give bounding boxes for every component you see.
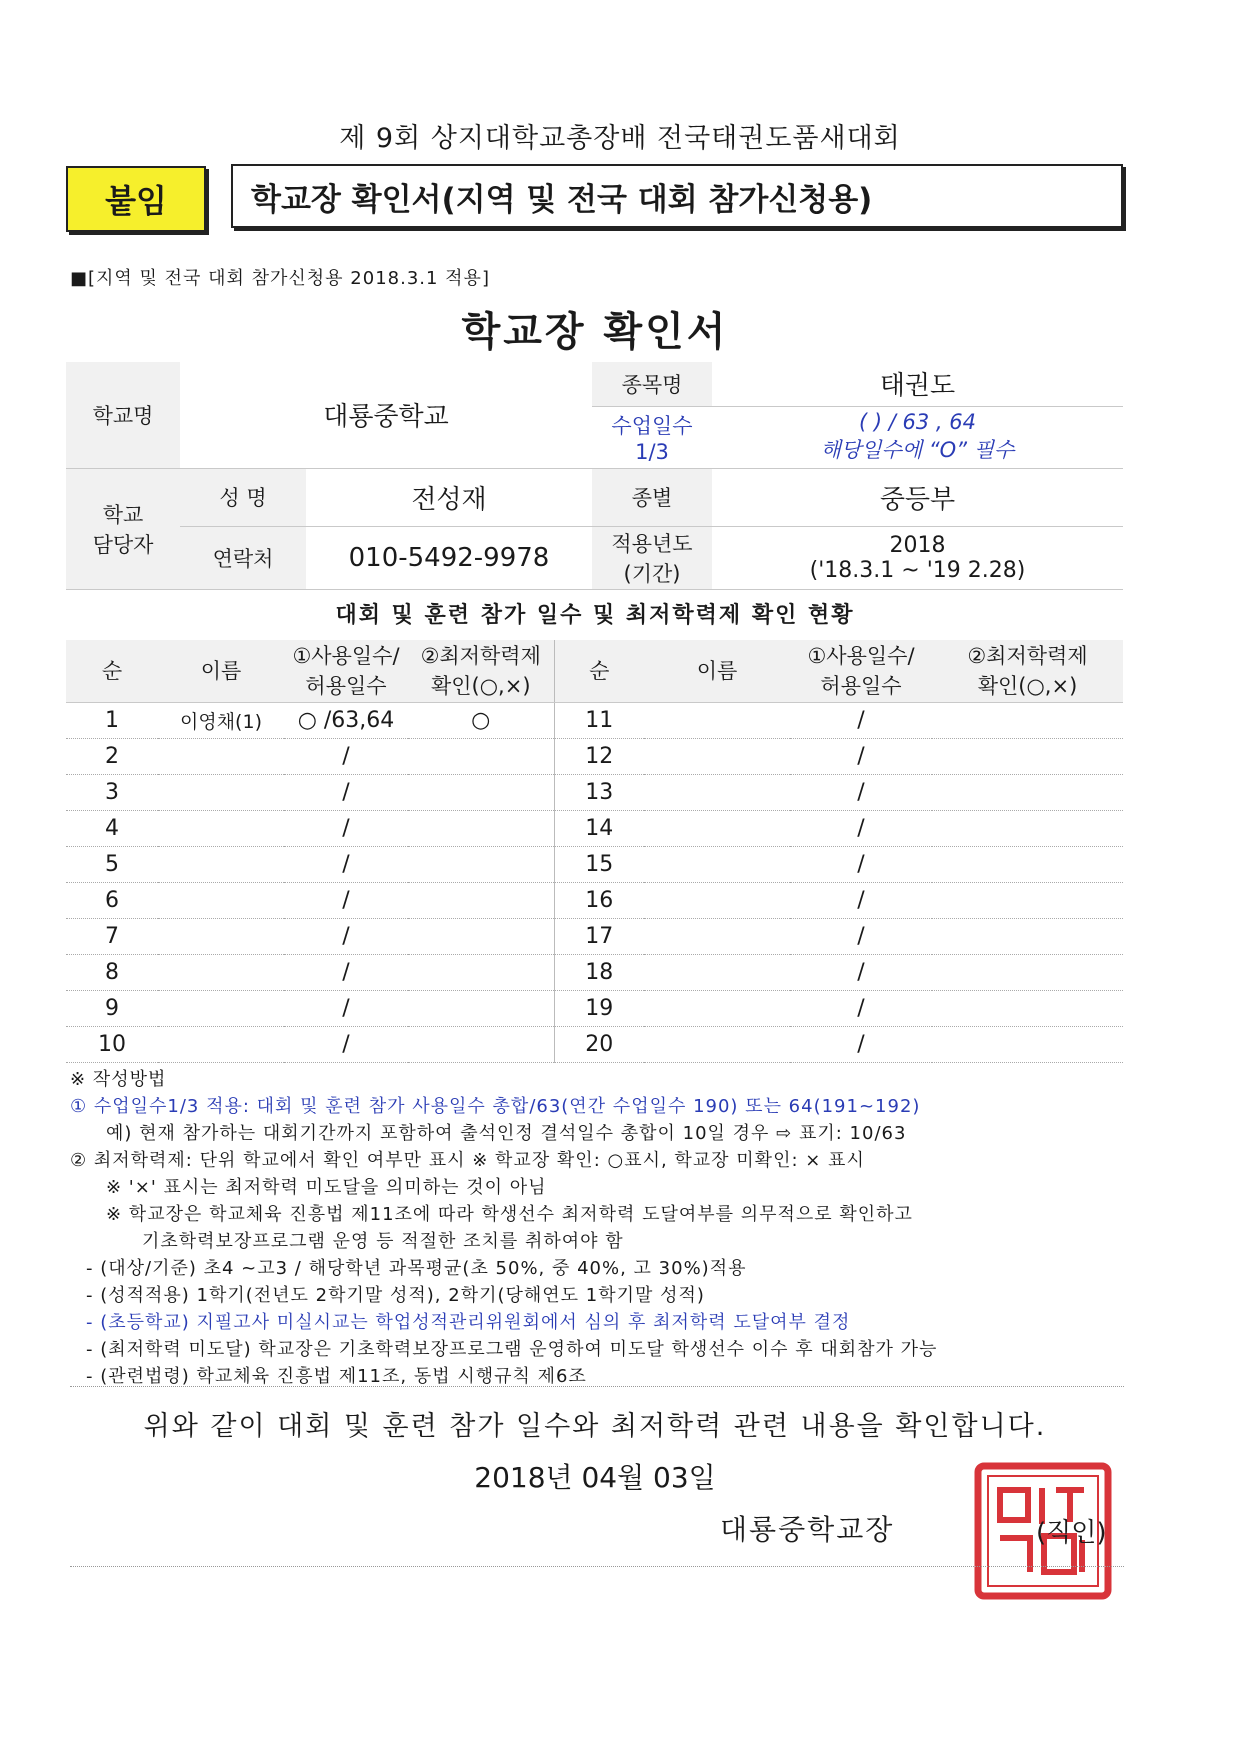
row-name	[158, 955, 284, 991]
period-label-text: (기간)	[623, 561, 681, 586]
row-days: /	[790, 955, 932, 991]
row-name	[644, 919, 790, 955]
row-days: /	[284, 1027, 408, 1063]
row-no: 1	[66, 703, 158, 739]
row-name	[158, 739, 284, 775]
table-row	[66, 847, 1123, 883]
row-name	[644, 847, 790, 883]
table-row	[66, 1027, 1123, 1063]
row-no: 8	[66, 955, 158, 991]
class-days-label	[592, 406, 712, 468]
header-min	[408, 640, 554, 703]
row-no: 14	[554, 811, 644, 847]
header-name-right: 이름	[644, 640, 790, 703]
row-no: 15	[554, 847, 644, 883]
table-row	[66, 739, 1123, 775]
year-value-text: 2018	[889, 532, 946, 558]
school-info-table	[66, 362, 1123, 590]
row-min	[408, 775, 554, 811]
year-label-text: 적용년도	[611, 531, 693, 556]
header-days-right	[790, 640, 932, 703]
header-days	[284, 640, 408, 703]
row-min	[408, 847, 554, 883]
class-days-fraction: 1/3	[635, 440, 669, 464]
class-days-days: ( ) / 63 , 64	[859, 410, 976, 434]
row-no: 3	[66, 775, 158, 811]
row-name	[158, 811, 284, 847]
manager-label-line1: 학교	[102, 502, 144, 527]
row-days: ○ /63,64	[284, 703, 408, 739]
table-header-row	[66, 640, 1123, 703]
row-min	[408, 739, 554, 775]
row-min	[408, 919, 554, 955]
row-days: /	[284, 955, 408, 991]
header-days-line1: ①사용일수/	[292, 644, 400, 668]
method-bullet2: - (성적적용) 1학기(전년도 2학기말 성적), 2학기(당해연도 1학기말 성적)	[86, 1285, 705, 1306]
divider	[70, 1386, 1124, 1387]
issue-date: 2018년 04월 03일	[474, 1461, 716, 1494]
row-days: /	[284, 811, 408, 847]
row-days: /	[790, 1027, 932, 1063]
row-min	[932, 739, 1123, 775]
name-label: 성 명	[180, 468, 306, 526]
form-note: ■[지역 및 전국 대회 참가신청용 2018.3.1 적용]	[70, 268, 490, 289]
table-row	[66, 991, 1123, 1027]
row-no: 20	[554, 1027, 644, 1063]
header-days-right-line2: 허용일수	[820, 674, 902, 698]
document-title: 학교장 확인서	[461, 309, 729, 355]
principal-signer: 대룡중학교장	[720, 1513, 895, 1546]
header-no-right: 순	[554, 640, 644, 703]
row-no: 6	[66, 883, 158, 919]
table-row	[66, 775, 1123, 811]
divider	[70, 1566, 1124, 1567]
event-label: 종목명	[592, 362, 712, 406]
row-min	[932, 775, 1123, 811]
row-min	[932, 919, 1123, 955]
row-days: /	[790, 775, 932, 811]
year-label	[592, 526, 712, 589]
form-title: 학교장 확인서(지역 및 전국 대회 참가신청용)	[231, 164, 1123, 228]
header-name: 이름	[158, 640, 284, 703]
row-name	[644, 703, 790, 739]
row-name	[158, 991, 284, 1027]
manager-label	[66, 468, 180, 589]
row-no: 5	[66, 847, 158, 883]
method-heading: ※ 작성방법	[70, 1069, 167, 1090]
division-label: 종별	[592, 468, 712, 526]
table-row	[66, 703, 1123, 739]
row-min	[408, 1027, 554, 1063]
row-min	[408, 811, 554, 847]
method-item2-line1: ② 최저학력제: 단위 학교에서 확인 여부만 표시 ※ 학교장 확인: ○표시, 학교장 미확인: × 표시	[70, 1150, 865, 1171]
table-subtitle: 대회 및 훈련 참가 일수 및 최저학력제 확인 현황	[335, 603, 855, 628]
contact-label: 연락처	[180, 526, 306, 589]
row-min	[932, 991, 1123, 1027]
row-no: 4	[66, 811, 158, 847]
row-min	[932, 883, 1123, 919]
row-name	[644, 955, 790, 991]
year-value	[712, 526, 1123, 589]
class-days-note: 해당일수에 “O” 필수	[820, 438, 1015, 462]
row-name	[644, 775, 790, 811]
row-days: /	[284, 991, 408, 1027]
row-days: /	[790, 703, 932, 739]
row-days: /	[790, 739, 932, 775]
header-min-line2: 확인(○,×)	[430, 674, 531, 698]
row-min	[932, 955, 1123, 991]
row-days: /	[790, 811, 932, 847]
row-no: 7	[66, 919, 158, 955]
method-item2-line4: 기초학력보장프로그램 운영 등 적절한 조치를 취하여야 함	[142, 1231, 624, 1252]
row-name	[158, 775, 284, 811]
event-title: 제 9회 상지대학교총장배 전국태권도품새대회	[339, 123, 901, 154]
row-name	[644, 883, 790, 919]
row-min	[932, 1027, 1123, 1063]
row-name	[644, 991, 790, 1027]
header-days-right-line1: ①사용일수/	[807, 644, 915, 668]
row-no: 2	[66, 739, 158, 775]
school-name-label: 학교명	[66, 362, 180, 468]
method-bullet3: - (초등학교) 지필고사 미실시교는 학업성적관리위원회에서 심의 후 최저학력 도달여부 결정	[86, 1312, 851, 1333]
row-min	[932, 703, 1123, 739]
row-no: 17	[554, 919, 644, 955]
method-item2-line2: ※ '×' 표시는 최저학력 미도달을 의미하는 것이 아님	[106, 1177, 547, 1198]
confirmation-text: 위와 같이 대회 및 훈련 참가 일수와 최저학력 관련 내용을 확인합니다.	[143, 1411, 1047, 1442]
header-min-right	[932, 640, 1123, 703]
attachment-badge: 붙임	[66, 166, 206, 232]
contact-value: 010-5492-9978	[306, 526, 592, 589]
row-min	[408, 991, 554, 1027]
row-name: 이영채(1)	[158, 703, 284, 739]
event-value: 태권도	[712, 362, 1123, 406]
header-min-right-line1: ②최저학력제	[967, 644, 1088, 668]
seal-mark: (직인)	[1036, 1518, 1107, 1548]
header-no: 순	[66, 640, 158, 703]
row-min	[932, 811, 1123, 847]
row-days: /	[284, 847, 408, 883]
row-no: 16	[554, 883, 644, 919]
row-no: 12	[554, 739, 644, 775]
row-min	[408, 955, 554, 991]
row-days: /	[284, 739, 408, 775]
participation-table	[66, 640, 1123, 1063]
row-days: /	[790, 847, 932, 883]
row-no: 13	[554, 775, 644, 811]
row-name	[644, 811, 790, 847]
row-min	[408, 883, 554, 919]
method-bullet1: - (대상/기준) 초4 ~고3 / 해당학년 과목평균(초 50%, 중 40%, 고 30%)적용	[86, 1258, 747, 1279]
row-no: 11	[554, 703, 644, 739]
school-name-value: 대룡중학교	[180, 362, 592, 468]
row-days: /	[284, 919, 408, 955]
row-days: /	[284, 883, 408, 919]
row-no: 9	[66, 991, 158, 1027]
division-value: 중등부	[712, 468, 1123, 526]
row-days: /	[284, 775, 408, 811]
class-days-label-text: 수업일수	[611, 414, 693, 438]
row-min	[932, 847, 1123, 883]
method-bullet4: - (최저학력 미도달) 학교장은 기초학력보장프로그램 운영하여 미도달 학생선수 이수 후 대회참가 가능	[86, 1339, 938, 1360]
row-min: ○	[408, 703, 554, 739]
header-days-line2: 허용일수	[305, 674, 387, 698]
row-name	[158, 847, 284, 883]
row-name	[158, 883, 284, 919]
row-name	[644, 1027, 790, 1063]
name-value: 전성재	[306, 468, 592, 526]
method-item2-line3: ※ 학교장은 학교체육 진흥법 제11조에 따라 학생선수 최저학력 도달여부를 의무적으로 확인하고	[106, 1204, 913, 1225]
row-no: 18	[554, 955, 644, 991]
row-name	[158, 1027, 284, 1063]
row-days: /	[790, 919, 932, 955]
table-row	[66, 919, 1123, 955]
class-days-value	[712, 406, 1123, 468]
header-min-right-line2: 확인(○,×)	[977, 674, 1078, 698]
row-no: 10	[66, 1027, 158, 1063]
period-value-text: ('18.3.1 ~ '19 2.28)	[809, 557, 1026, 583]
row-name	[158, 919, 284, 955]
manager-label-line2: 담당자	[92, 532, 154, 557]
method-item1-line1: ① 수업일수1/3 적용: 대회 및 훈련 참가 사용일수 총합/63(연간 수업일수 190) 또는 64(191~192)	[70, 1096, 921, 1117]
row-days: /	[790, 991, 932, 1027]
table-row	[66, 955, 1123, 991]
row-no: 19	[554, 991, 644, 1027]
table-row	[66, 883, 1123, 919]
method-bullet5: - (관련법령) 학교체육 진흥법 제11조, 동법 시행규칙 제6조	[86, 1366, 587, 1387]
header-min-line1: ②최저학력제	[420, 644, 541, 668]
table-row	[66, 811, 1123, 847]
row-name	[644, 739, 790, 775]
row-days: /	[790, 883, 932, 919]
writing-instructions	[70, 1066, 1140, 1390]
method-item1-line2: 예) 현재 참가하는 대회기간까지 포함하여 출석인정 결석일수 총합이 10일 경우 ⇨ 표기: 10/63	[106, 1123, 907, 1144]
